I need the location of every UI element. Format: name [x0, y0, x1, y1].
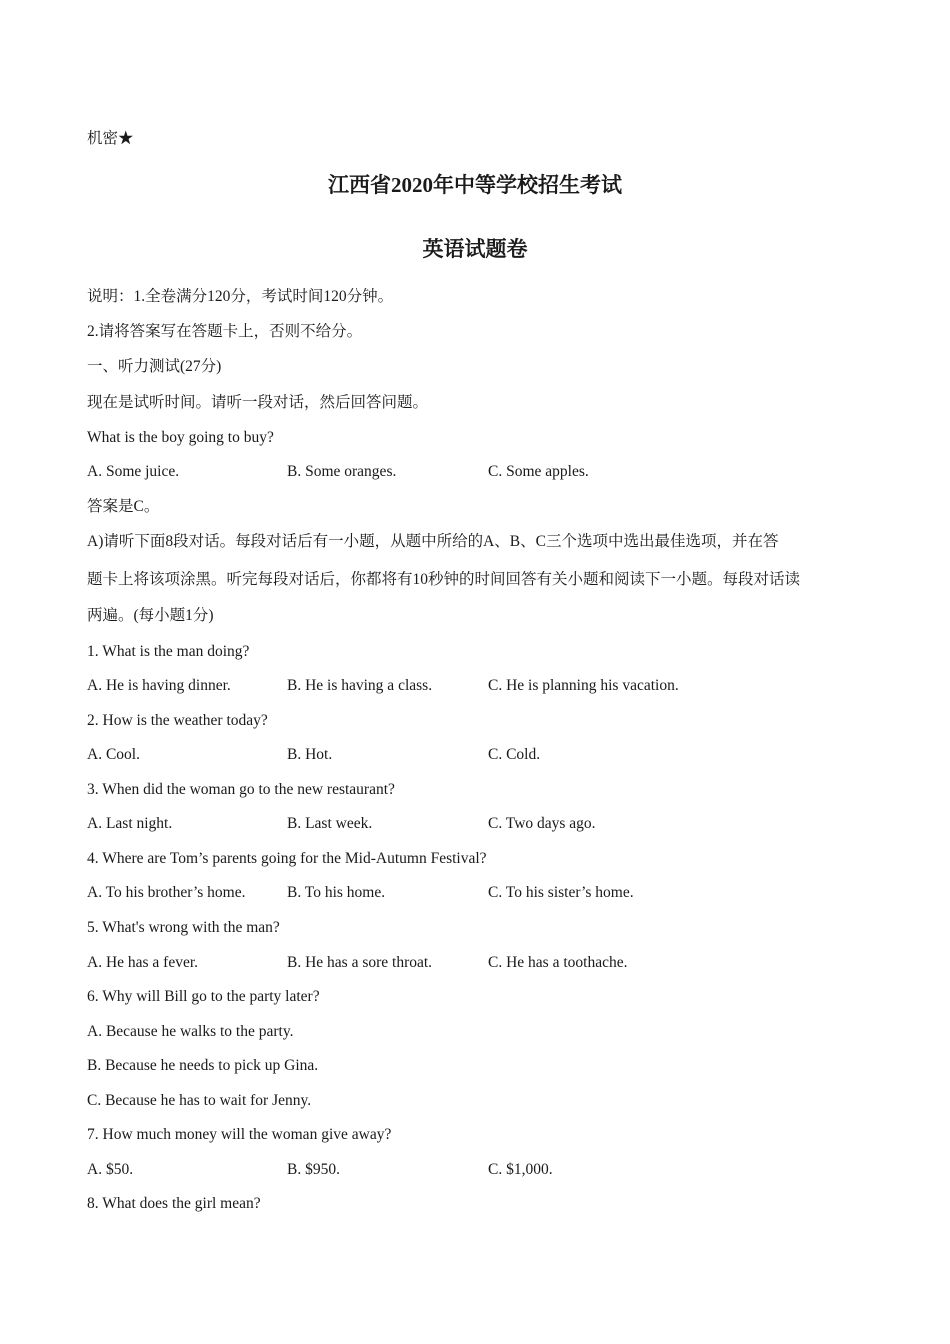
option-b: B. To his home.	[287, 884, 386, 901]
exam-title: 江西省2020年中等学校招生考试	[328, 173, 622, 197]
option-a: A. Because he walks to the party.	[87, 1023, 294, 1040]
question-7: 7. How much money will the woman give away?	[87, 1126, 392, 1143]
sample-answer: 答案是C。	[87, 498, 160, 515]
question-8: 8. What does the girl mean?	[87, 1195, 261, 1212]
question-3: 3. When did the woman go to the new restaurant?	[87, 781, 395, 798]
question-7-options	[87, 1160, 887, 1180]
option-a: A. He has a fever.	[87, 954, 199, 971]
sample-option-a: A. Some juice.	[87, 463, 180, 480]
option-b: B. Hot.	[287, 746, 333, 763]
question-2: 2. How is the weather today?	[87, 712, 268, 729]
option-b: B. He is having a class.	[287, 677, 433, 694]
option-b: B. Because he needs to pick up Gina.	[87, 1057, 319, 1074]
part-a-instructions-line-2: 题卡上将该项涂黑。听完每段对话后，你都将有10秒钟的时间回答有关小题和阅读下一小题。每段对话读	[87, 571, 801, 588]
question-6: 6. Why will Bill go to the party later?	[87, 988, 320, 1005]
sample-option-c: C. Some apples.	[488, 463, 589, 480]
question-4: 4. Where are Tom’s parents going for the Mid-Autumn Festival?	[87, 850, 487, 867]
sample-question: What is the boy going to buy?	[87, 429, 274, 446]
sample-option-b: B. Some oranges.	[287, 463, 397, 480]
part-a-instructions-line-1: A)请听下面8段对话。每段对话后有一小题，从题中所给的A、B、C三个选项中选出最佳选项，并在答	[87, 533, 779, 550]
option-c: C. He is planning his vacation.	[488, 677, 679, 694]
option-c: C. Two days ago.	[488, 815, 596, 832]
exam-subtitle: 英语试题卷	[422, 237, 528, 261]
section-heading: 一、听力测试(27分)	[87, 358, 222, 375]
note-1: 说明：1.全卷满分120分，考试时间120分钟。	[87, 288, 394, 305]
option-c: C. Because he has to wait for Jenny.	[87, 1092, 312, 1109]
option-c: C. To his sister’s home.	[488, 884, 634, 901]
option-a: A. $50.	[87, 1161, 134, 1178]
question-4-options	[87, 883, 887, 903]
confidential-label: 机密★	[87, 130, 134, 147]
option-a: A. He is having dinner.	[87, 677, 231, 694]
option-c: C. $1,000.	[488, 1161, 553, 1178]
option-a: A. Last night.	[87, 815, 173, 832]
note-2: 2.请将答案写在答题卡上，否则不给分。	[87, 323, 363, 340]
question-1-options	[87, 676, 887, 696]
option-a: A. Cool.	[87, 746, 140, 763]
question-2-options	[87, 745, 887, 765]
option-c: C. Cold.	[488, 746, 541, 763]
question-1: 1. What is the man doing?	[87, 643, 250, 660]
sample-options	[87, 462, 887, 482]
part-a-instructions-line-3: 两遍。(每小题1分)	[87, 607, 214, 624]
option-b: B. Last week.	[287, 815, 373, 832]
option-c: C. He has a toothache.	[488, 954, 628, 971]
option-b: B. He has a sore throat.	[287, 954, 433, 971]
option-a: A. To his brother’s home.	[87, 884, 246, 901]
question-5: 5. What's wrong with the man?	[87, 919, 280, 936]
question-3-options	[87, 814, 887, 834]
option-b: B. $950.	[287, 1161, 340, 1178]
sample-intro: 现在是试听时间。请听一段对话，然后回答问题。	[87, 394, 429, 411]
question-5-options	[87, 953, 887, 973]
